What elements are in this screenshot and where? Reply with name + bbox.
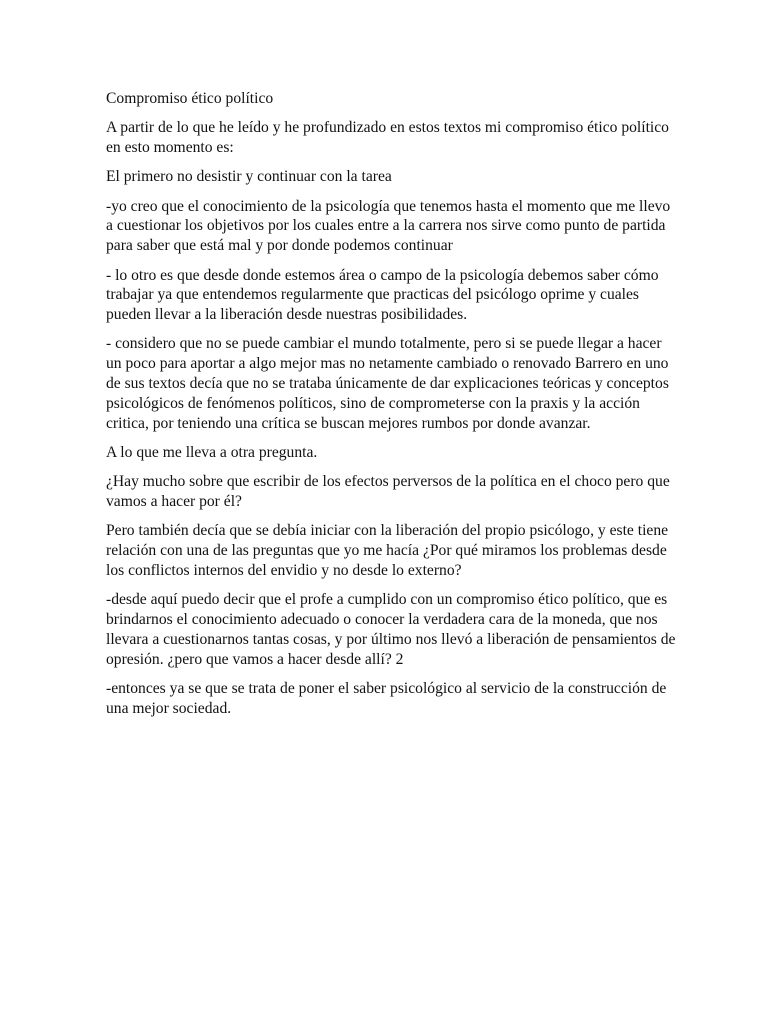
- paragraph-line: pueden llevar a la liberación desde nuestras posibilidades.: [106, 306, 468, 324]
- paragraph-line: A partir de lo que he leído y he profundizado en estos textos mi compromiso ético político: [106, 119, 669, 137]
- paragraph-line: un poco para aportar a algo mejor mas no netamente cambiado o renovado Barrero en uno: [106, 355, 669, 373]
- paragraph-line: una mejor sociedad.: [106, 699, 232, 717]
- paragraph: [106, 521, 686, 580]
- paragraph-line: psicológicos de fenómenos políticos, sino de comprometerse con la praxis y la acción: [106, 394, 640, 412]
- paragraph-line: -desde aquí puedo decir que el profe a cumplido con un compromiso ético político, que es: [106, 591, 668, 609]
- paragraph-line: - considero que no se puede cambiar el mundo totalmente, pero si se puede llegar a hacer: [106, 335, 662, 353]
- paragraph: [106, 167, 686, 187]
- paragraph-line: Pero también decía que se debía iniciar con la liberación del propio psicólogo, y este tiene: [106, 522, 669, 540]
- title-line: Compromiso ético político: [106, 90, 274, 107]
- paragraph: [106, 679, 686, 719]
- paragraph-line: - lo otro es que desde donde estemos área o campo de la psicología debemos saber cómo: [106, 266, 659, 284]
- paragraph-line: los conflictos internos del envidio y no desde lo externo?: [106, 561, 462, 579]
- paragraph-line: para saber que está mal y por donde podemos continuar: [106, 237, 453, 255]
- paragraph-line: -entonces ya se que se trata de poner el saber psicológico al servicio de la construcción de: [106, 679, 667, 697]
- paragraph-line: de sus textos decía que no se trataba únicamente de dar explicaciones teóricas y conceptos: [106, 375, 669, 393]
- paragraph-line: brindarnos el conocimiento adecuado o conocer la verdadera cara de la moneda, que nos: [106, 611, 658, 629]
- paragraph-line: opresión. ¿pero que vamos a hacer desde allí? 2: [106, 650, 404, 668]
- paragraph: [106, 197, 686, 256]
- paragraph: [106, 334, 686, 433]
- paragraph-line: El primero no desistir y continuar con la tarea: [106, 168, 392, 186]
- paragraph-line: en esto momento es:: [106, 139, 234, 157]
- paragraph-line: vamos a hacer por él?: [106, 493, 242, 511]
- paragraph: [106, 472, 686, 512]
- paragraph-line: trabajar ya que entendemos regularmente que practicas del psicólogo oprime y cuales: [106, 286, 640, 304]
- paragraph: [106, 443, 686, 463]
- paragraph-line: llevara a cuestionarnos tantas cosas, y por último nos llevó a liberación de pensamientos de: [106, 630, 676, 648]
- paragraph: [106, 590, 686, 669]
- paragraph-line: critica, por teniendo una crítica se buscan mejores rumbos por donde avanzar.: [106, 414, 591, 432]
- paragraph-line: relación con una de las preguntas que yo me hacía ¿Por qué miramos los problemas desde: [106, 542, 667, 560]
- document-page: [106, 89, 686, 728]
- paragraph: [106, 118, 686, 158]
- document-body: [106, 118, 686, 718]
- paragraph-line: ¿Hay mucho sobre que escribir de los efectos perversos de la política en el choco pero que: [106, 473, 670, 491]
- paragraph-line: a cuestionar los objetivos por los cuales entre a la carrera nos sirve como punto de partida: [106, 217, 666, 235]
- paragraph-line: -yo creo que el conocimiento de la psicología que tenemos hasta el momento que me llevo: [106, 197, 671, 215]
- paragraph-line: A lo que me lleva a otra pregunta.: [106, 443, 318, 461]
- paragraph: [106, 266, 686, 325]
- document-title: [106, 89, 686, 109]
